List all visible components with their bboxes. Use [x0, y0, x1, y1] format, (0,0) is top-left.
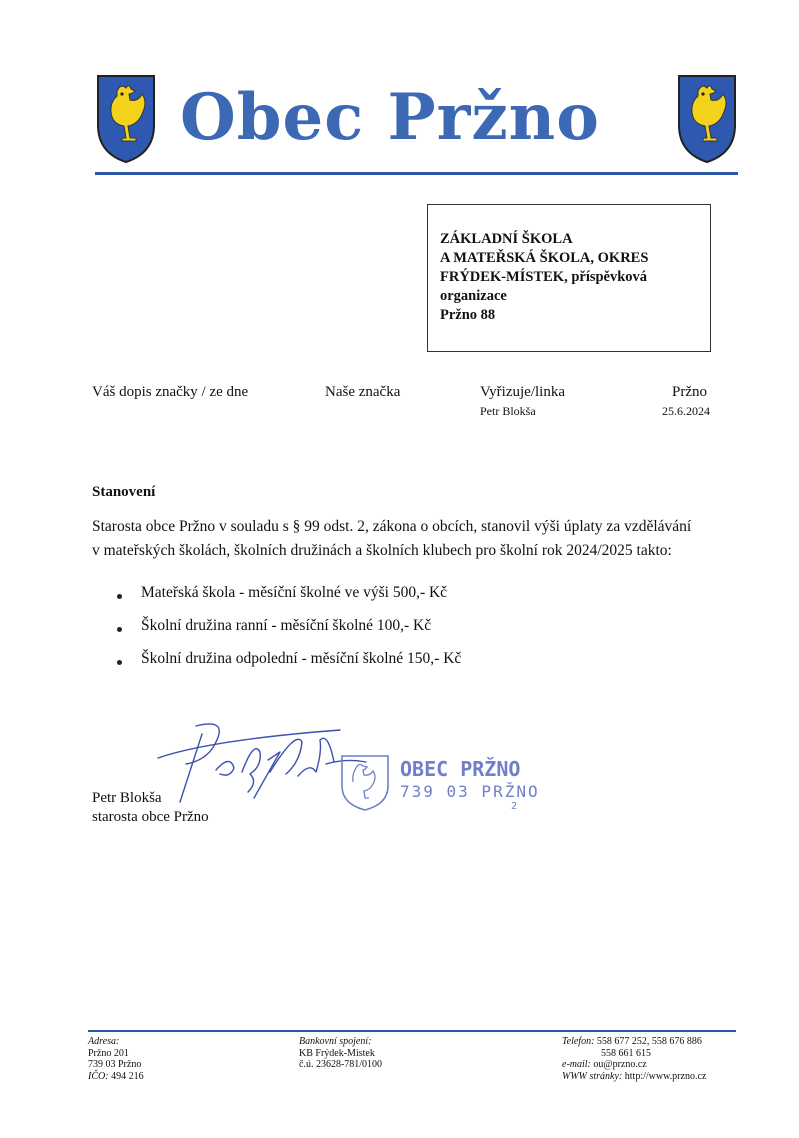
date-value: 25.6.2024: [662, 404, 710, 418]
recipient-line: FRÝDEK-MÍSTEK, příspěvková: [440, 269, 648, 285]
crest-right-icon: [676, 73, 738, 165]
signatory-role: starosta obce Pržno: [92, 809, 209, 825]
document-heading: Stanovení: [92, 484, 156, 500]
bank-line: KB Frýdek-Místek: [299, 1047, 375, 1059]
stamp-line-2: 739 03 PRŽNO: [400, 782, 540, 801]
signatory-name: Petr Blokša: [92, 790, 162, 806]
stamp-crest-icon: [336, 752, 394, 812]
place-label: Pržno: [672, 384, 707, 400]
footer-bank-block: [299, 1036, 382, 1071]
stamp-line-1: OBEC PRŽNO: [400, 757, 521, 781]
bank-line: č.ú. 23628-781/0100: [299, 1059, 383, 1070]
bank-label: Bankovní spojení:: [299, 1036, 372, 1047]
municipality-title: Obec Pržno: [180, 80, 600, 155]
email-link[interactable]: ou@przno.cz: [593, 1059, 647, 1070]
phone-value-2: 558 661 615: [601, 1047, 651, 1059]
body-paragraph-line: v mateřských školách, školních družinách a školních klubech pro školní rok 2024/2025 takto:: [92, 542, 672, 559]
stamp-number: 2: [511, 801, 518, 812]
web-label: WWW stránky:: [562, 1070, 623, 1082]
header-divider: [95, 172, 738, 175]
recipient-line: organizace: [440, 288, 507, 304]
footer-contact-block: [562, 1036, 706, 1082]
footer-divider: [88, 1030, 736, 1032]
ico-value: 494 216: [111, 1070, 144, 1082]
address-label: Adresa:: [88, 1036, 120, 1047]
fee-item: Mateřská škola - měsíční školné ve výši 500,- Kč: [141, 584, 448, 601]
footer-address-block: [88, 1036, 144, 1082]
address-line: 739 03 Pržno: [88, 1059, 142, 1070]
recipient-address-box: [427, 204, 711, 352]
crest-left-icon: [95, 73, 157, 165]
bullet-icon: [117, 594, 122, 599]
bullet-icon: [117, 627, 122, 632]
recipient-line: Pržno 88: [440, 307, 496, 323]
fee-item: Školní družina odpolední - měsíční školné 150,- Kč: [141, 650, 462, 667]
fee-item: Školní družina ranní - měsíční školné 100,- Kč: [141, 617, 432, 634]
bullet-icon: [117, 660, 122, 665]
body-paragraph-line: Starosta obce Pržno v souladu s § 99 odst. 2, zákona o obcích, stanovil výši úplaty za vzdělávání: [92, 518, 692, 535]
recipient-line: A MATEŘSKÁ ŠKOLA, OKRES: [440, 250, 649, 266]
handled-by-value: Petr Blokša: [480, 404, 536, 418]
recipient-line: ZÁKLADNÍ ŠKOLA: [440, 231, 573, 247]
phone-value: 558 677 252, 558 676 886: [596, 1036, 702, 1047]
your-letter-label: Váš dopis značky / ze dne: [92, 384, 249, 400]
handled-by-label: Vyřizuje/linka: [480, 384, 565, 400]
email-label: e-mail:: [562, 1059, 591, 1070]
web-link[interactable]: http://www.przno.cz: [624, 1070, 707, 1082]
ico-label: IČO:: [88, 1070, 109, 1082]
our-ref-label: Naše značka: [325, 384, 401, 400]
address-line: Pržno 201: [88, 1047, 129, 1059]
phone-label: Telefon:: [562, 1036, 595, 1047]
